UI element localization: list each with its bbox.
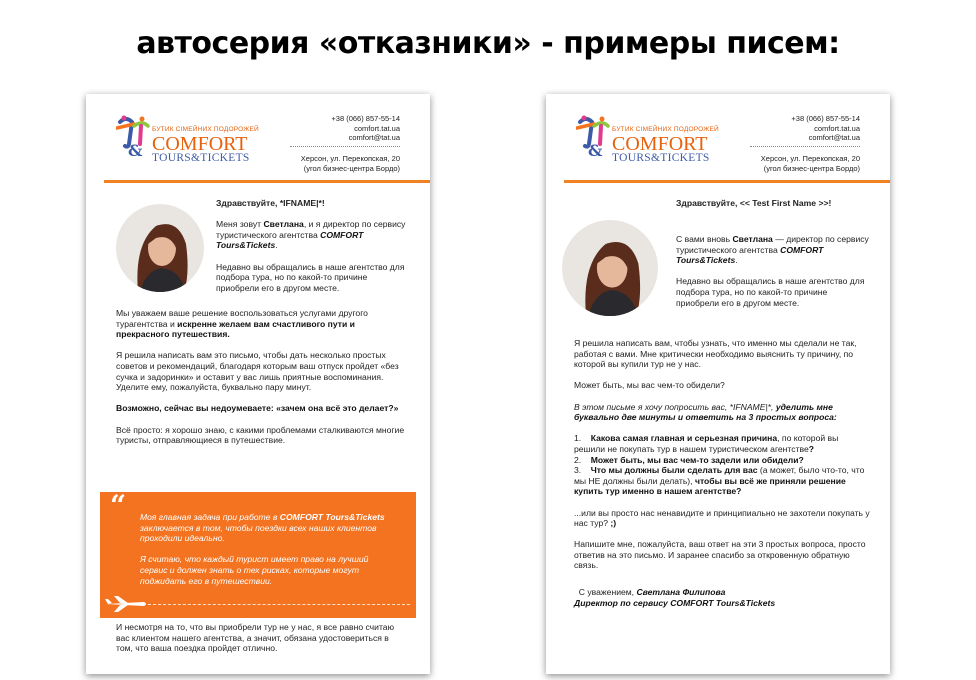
paragraph-4: Я решила написать вам это письмо, чтобы дать несколько простых советов и рекомендаций, благодаря которым ваш отпуск пройдет «без сучка и задоринки» и оставит у вас лишь приятные воспоминания. Уделите ему, пожалуйста, буквально пару минут. — [116, 350, 399, 393]
letter-1-intro — [216, 198, 408, 304]
quote-paragraph-2: Я считаю, что каждый турист имеет право на лучший сервис и должен знать о тех рисках, которые могут поджидать его в путешествии. — [140, 554, 369, 586]
paragraph-3: Мы уважаем ваше решение воспользоваться услугами другого турагентства и искренне желаем вам счастливого пути и прекрасного путешествия. — [116, 308, 368, 340]
header-rule — [104, 180, 430, 183]
logo-figures-icon — [116, 114, 150, 158]
paragraph-5: Возможно, сейчас вы недоумеваете: «зачем она всё это делает?» — [116, 403, 399, 414]
logo-figures-icon — [576, 114, 610, 158]
svg-text:&: & — [588, 141, 603, 158]
email: comfort@tat.ua — [808, 133, 860, 142]
contacts-block — [331, 114, 400, 143]
paragraph-4: Может быть, мы вас чем-то обидели? — [574, 380, 725, 391]
quote-paragraph-1: Моя главная задача при работе в COMFORT Tours&Tickets заключается в том, чтобы поездки всех наших клиентов проходили идеально. — [140, 512, 385, 544]
page-heading: автосерия «отказники» - примеры писем: — [136, 26, 840, 61]
address-line-2: (угол бизнес-центра Бордо) — [303, 163, 400, 173]
address-line-1: Херсон, ул. Перекопская, 20 — [300, 154, 400, 163]
author-photo — [116, 204, 204, 292]
email: comfort@tat.ua — [348, 133, 400, 142]
paragraph-5: В этом письме я хочу попросить вас, *IFNAME|*, уделить мне буквально две минуты и ответить на 3 простых вопроса: — [574, 401, 837, 423]
paragraph-7: И несмотря на то, что вы приобрели тур не у нас, я все равно считаю вас клиентом нашего агентства, а значит, обязана удостовериться в том, что ваша поездка пройдет отлично. — [116, 622, 395, 654]
phone: +38 (066) 857-55-14 — [791, 114, 860, 123]
dotted-divider — [750, 146, 860, 147]
question-1: 1. Какова самая главная и серьезная причина, по которой вы решили не покупать тур в нашем туристическом агентстве? — [574, 433, 839, 454]
letter-1-body — [116, 308, 406, 456]
logo-subtitle: TOURS&TICKETS — [152, 152, 250, 164]
author-photo — [562, 220, 658, 316]
intro-paragraph: С вами вновь Светлана — директор по сервису туристического агентства COMFORT Tours&Tickets. — [676, 234, 869, 266]
question-2: 2. Может быть, мы вас чем-то задели или обидели? — [574, 454, 804, 465]
signature: С уважением, Светлана Филипова Директор по сервису COMFORT Tours&Tickets — [574, 587, 776, 608]
letter-2 — [546, 94, 890, 674]
letter-2-body — [574, 338, 870, 619]
paragraph-2: Недавно вы обращались в наше агентство для подбора тура, но по какой-то причине приобрели его в другом месте. — [216, 261, 405, 293]
company-logo — [116, 114, 276, 164]
logo-subtitle: TOURS&TICKETS — [612, 152, 710, 164]
website: comfort.tat.ua — [354, 123, 400, 133]
logo-brand: COMFORT — [612, 133, 708, 155]
address-line-1: Херсон, ул. Перекопская, 20 — [760, 154, 860, 163]
flight-path-line — [148, 604, 410, 605]
paragraph-6: Всё просто: я хорошо знаю, с какими проблемами сталкиваются многие туристы, отправляющиеся в путешествие. — [116, 424, 405, 446]
contacts-block — [791, 114, 860, 143]
address-block — [761, 154, 860, 173]
paragraph-2: Недавно вы обращались в наше агентство для подбора тура, но по какой-то причине приобрели его в другом месте. — [676, 276, 865, 308]
company-logo — [576, 114, 736, 164]
letter-2-greeting-block — [676, 198, 876, 219]
greeting: Здравствуйте, << Test First Name >>! — [676, 198, 832, 208]
website: comfort.tat.ua — [814, 123, 860, 133]
phone: +38 (066) 857-55-14 — [331, 114, 400, 123]
airplane-icon — [104, 596, 148, 612]
logo-brand: COMFORT — [152, 133, 248, 155]
dotted-divider — [290, 146, 400, 147]
header-rule — [564, 180, 890, 183]
intro-paragraph: Меня зовут Светлана, и я директор по сервису туристического агентства COMFORT Tours&Tickets. — [216, 219, 406, 251]
paragraph-3: Я решила написать вам, чтобы узнать, что именно мы сделали не так, работая с вами. Мне критически необходимо выяснить ту причину, по которой вы купили тур не у нас. — [574, 338, 857, 370]
quote-mark-icon: “ — [110, 489, 127, 522]
letter-2-intro — [676, 234, 872, 319]
address-block — [301, 154, 400, 173]
quote-text — [140, 512, 386, 597]
questions-list — [574, 433, 870, 497]
quote-box — [100, 489, 416, 618]
letter-1 — [86, 94, 430, 674]
letter-1-closing — [116, 622, 406, 664]
logo-tagline: БУТИК СІМЕЙНИХ ПОДОРОЖЕЙ — [152, 126, 259, 133]
paragraph-7: Напишите мне, пожалуйста, ваш ответ на эти 3 простых вопроса, просто ответив на это письмо. И заранее спасибо за откровенную обратную связь. — [574, 539, 866, 571]
logo-tagline: БУТИК СІМЕЙНИХ ПОДОРОЖЕЙ — [612, 126, 719, 133]
paragraph-6: ...или вы просто нас ненавидите и принципиально не захотели покупать у нас тур? ;) — [574, 507, 870, 529]
address-line-2: (угол бизнес-центра Бордо) — [763, 163, 860, 173]
greeting: Здравствуйте, *IFNAME|*! — [216, 198, 325, 208]
question-3: 3. Что мы должны были сделать для вас (а может, было что-то, что мы НЕ должны были делать), чтобы вы всё же приняли решение купить тур именно в нашем агентстве? — [574, 465, 865, 497]
svg-text:&: & — [128, 141, 143, 158]
